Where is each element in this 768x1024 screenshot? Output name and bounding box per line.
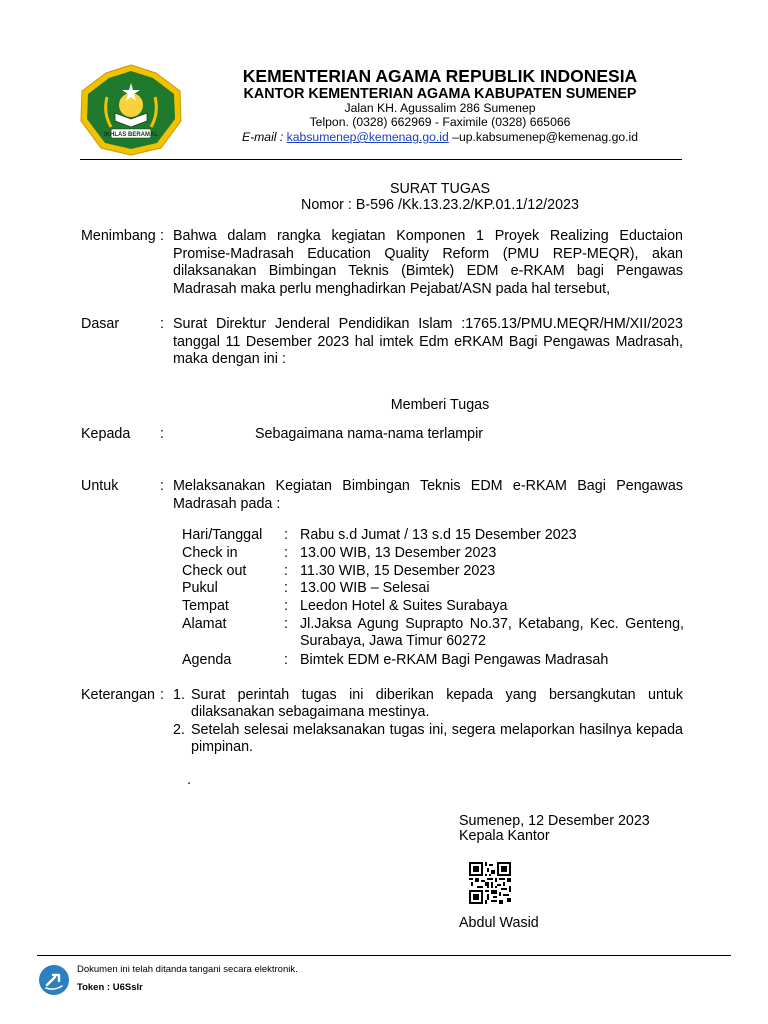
keterangan-colon: :: [160, 687, 164, 703]
email-label: E-mail :: [241, 130, 284, 144]
keterangan-num: 1.: [173, 687, 185, 703]
signature-position: Kepala Kantor: [459, 828, 550, 844]
menimbang-line: Promise-Madrasah Education Quality Reform (PMU REP-MEQR), akan: [173, 245, 683, 262]
office-name: KANTOR KEMENTERIAN AGAMA KABUPATEN SUMENEP: [243, 86, 637, 102]
menimbang-colon: :: [160, 228, 164, 244]
menimbang-line: Madrasah maka perlu menghadirkan Pejabat/ASN pada hal tersebut,: [173, 280, 611, 297]
detail-value: 13.00 WIB, 13 Desember 2023: [300, 545, 497, 561]
stray-dot: .: [187, 772, 191, 788]
logo-motto: IKHLAS BERAMAL: [104, 132, 158, 138]
dasar-line: maka dengan ini :: [173, 351, 286, 368]
signature-name: Abdul Wasid: [459, 915, 539, 931]
email-link[interactable]: kabsumenep@kemenag.go.id: [286, 130, 449, 144]
menimbang-text: [173, 228, 683, 298]
ministry-name: KEMENTERIAN AGAMA REPUBLIK INDONESIA: [242, 66, 638, 86]
keterangan-item: Surat perintah tugas ini diberikan kepada yang bersangkutan untuk: [191, 687, 683, 703]
dasar-text: [173, 316, 683, 369]
untuk-line: Madrasah pada :: [173, 495, 281, 512]
keterangan-item-cont: dilaksanakan sebagaimana mestinya.: [191, 704, 430, 720]
menimbang-line: dilaksanakan Bimbingan Teknis (Bimtek) EDM e-RKAM bagi Pengawas: [173, 263, 683, 280]
dasar-label: Dasar: [81, 316, 120, 332]
footer-divider: [37, 955, 731, 956]
dasar-line: Surat Direktur Jenderal Pendidikan Islam :1765.13/PMU.MEQR/HM/XII/2023: [173, 316, 683, 332]
detail-value: Jl.Jaksa Agung Suprapto No.37, Ketabang, Kec. Genteng,: [300, 616, 684, 632]
detail-label: Alamat: [182, 616, 227, 632]
detail-value: Leedon Hotel & Suites Surabaya: [300, 598, 508, 614]
keterangan-item-cont: pimpinan.: [191, 739, 253, 755]
detail-value: Bimtek EDM e-RKAM Bagi Pengawas Madrasah: [300, 652, 609, 668]
email-extra: –up.kabsumenep@kemenag.go.id: [452, 130, 639, 144]
kepada-value: Sebagaimana nama-nama terlampir: [255, 426, 484, 442]
untuk-label: Untuk: [81, 478, 119, 494]
e-sign-note: Dokumen ini telah ditanda tangani secara elektronik.: [77, 964, 298, 975]
detail-colon: :: [284, 580, 288, 596]
keterangan-item: Setelah selesai melaksanakan tugas ini, segera melaporkan hasilnya kepada: [191, 722, 683, 738]
detail-label: Agenda: [182, 652, 232, 668]
detail-label: Check in: [182, 545, 238, 561]
office-phone: Telpon. (0328) 662969 - Faximile (0328) 665066: [309, 115, 571, 129]
detail-value: 13.00 WIB – Selesai: [300, 580, 430, 596]
letter-title: SURAT TUGAS: [389, 181, 491, 197]
detail-colon: :: [284, 616, 288, 632]
kepada-label: Kepada: [81, 426, 131, 442]
detail-colon: :: [284, 527, 288, 543]
detail-label: Pukul: [182, 580, 218, 596]
untuk-line: Melaksanakan Kegiatan Bimbingan Teknis EDM e-RKAM Bagi Pengawas: [173, 478, 683, 494]
qr-code: [469, 862, 511, 904]
detail-value: 11.30 WIB, 15 Desember 2023: [300, 563, 496, 579]
detail-label: Tempat: [182, 598, 229, 614]
keterangan-label: Keterangan: [81, 687, 155, 703]
memberi-tugas-heading: Memberi Tugas: [390, 397, 490, 413]
menimbang-label: Menimbang: [81, 228, 156, 244]
kemenag-logo: [77, 63, 185, 157]
office-address: Jalan KH. Agussalim 286 Sumenep: [344, 101, 536, 115]
signature-place-date: Sumenep, 12 Desember 2023: [459, 813, 650, 829]
office-email-line: [200, 130, 680, 144]
detail-colon: :: [284, 563, 288, 579]
dasar-line: tanggal 11 Desember 2023 hal imtek Edm eRKAM Bagi Pengawas Madrasah,: [173, 333, 683, 350]
untuk-colon: :: [160, 478, 164, 494]
detail-label: Check out: [182, 563, 247, 579]
detail-colon: :: [284, 545, 288, 561]
detail-value: Rabu s.d Jumat / 13 s.d 15 Desember 2023: [300, 527, 577, 543]
detail-colon: :: [284, 598, 288, 614]
letter-number: Nomor : B-596 /Kk.13.23.2/KP.01.1/12/2023: [301, 197, 579, 213]
kepada-colon: :: [160, 426, 164, 442]
untuk-text: [173, 478, 683, 513]
detail-value-cont: Surabaya, Jawa Timur 60272: [300, 633, 486, 649]
bsre-seal-icon: [38, 964, 70, 996]
header-divider: [80, 159, 682, 160]
menimbang-line: Bahwa dalam rangka kegiatan Komponen 1 Proyek Realizing Eductaion: [173, 228, 683, 244]
keterangan-num: 2.: [173, 722, 185, 738]
e-sign-token: Token : U6Sslr: [77, 982, 143, 993]
dasar-colon: :: [160, 316, 164, 332]
detail-colon: :: [284, 652, 288, 668]
detail-label: Hari/Tanggal: [182, 527, 263, 543]
